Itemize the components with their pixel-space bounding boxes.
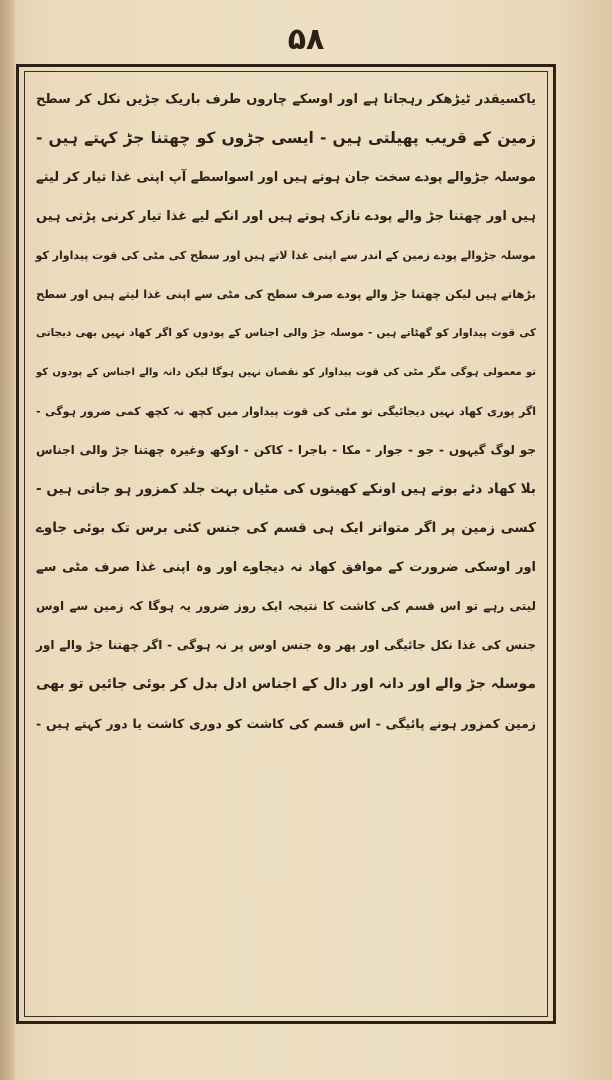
text-line: کی قوت پیداوار کو گھٹاتے ہیں - موسلہ جڑ والی اجناس کے پودوں کو اگر کھاد نہیں بھی دیجاتی — [36, 327, 536, 339]
text-line: موسلہ جڑوالے پودے سخت جان ہوتے ہیں اور اسواسطے آپ اپنی غذا تیار کر لیتے — [36, 170, 536, 185]
text-line: تو معمولی ہوگی مگر مٹی کی قوت پیداوار کو نقصان نہیں ہوگا لیکن دانہ والے اجناس کے پودوں کو — [36, 367, 536, 378]
text-line: زمین کمزور ہونے پائیگی - اس قسم کی کاشت کو دوری کاشت یا دور کہتے ہیں - — [36, 716, 536, 731]
urdu-text-block — [30, 80, 542, 1010]
text-line: زمین کے قریب پھیلتی ہیں - ایسی جڑوں کو چھتنا جڑ کہتے ہیں - — [36, 129, 536, 147]
text-line: جو لوگ گیہوں - جو - جوار - مکا - باجرا - کاکن - اوکھ وغیرہ چھتنا جڑ والی اجناس — [36, 443, 536, 457]
text-line: لیتی رہے تو اس قسم کی کاشت کا نتیجہ ایک روز ضرور یہ ہوگا کہ زمین سے اوس — [36, 599, 536, 613]
page-number: ۵۸ — [287, 22, 325, 57]
text-line: اور اوسکی ضرورت کے موافق کھاد نہ دیجاوے اور وہ اپنی غذا صرف مٹی سے — [36, 560, 536, 575]
text-line: کسی زمین پر اگر متواتر ایک ہی قسم کی جنس کئی برس تک بوئی جاوے — [36, 520, 536, 536]
text-line: یاکسیقدر ٹیڑھکر رہجاتا ہے اور اوسکے چاروں طرف باریک جڑیں نکل کر سطح — [36, 92, 536, 107]
page-spine-shadow — [0, 0, 14, 1080]
text-line: موسلہ جڑوالے پودے زمین کے اندر سے اپنی غذا لاتے ہیں اور سطح کی مٹی کی قوت پیداوار کو — [35, 249, 536, 262]
text-line: اگر پوری کھاد نہیں دیجائیگی تو مٹی کی قوت پیداوار میں کچھ نہ کچھ کمی ضرور ہوگی - — [36, 405, 536, 418]
text-line: موسلہ جڑ والے اور دانہ اور دال کے اجناس ادل بدل کر بوئی جائیں تو بھی — [36, 676, 536, 692]
text-line: ہیں اور چھتنا جڑ والے پودے نازک ہوتے ہیں اور انکے لیے غذا تیار کرنی پڑتی ہیں — [36, 209, 536, 224]
text-line: جنس کی غذا نکل جائیگی اور پھر وہ جنس اوس پر نہ ہوگی - اگر چھتنا جڑ والے اور — [36, 638, 536, 652]
text-line: بلا کھاد دئے بوتے ہیں اونکے کھیتوں کی مٹیاں بہت جلد کمزور ہو جاتی ہیں - — [36, 481, 536, 497]
text-line: بڑھاتے ہیں لیکن چھتنا جڑ والے پودے صرف سطح کی مٹی سے اپنی غذا لیتے ہیں اور سطح — [36, 287, 536, 301]
